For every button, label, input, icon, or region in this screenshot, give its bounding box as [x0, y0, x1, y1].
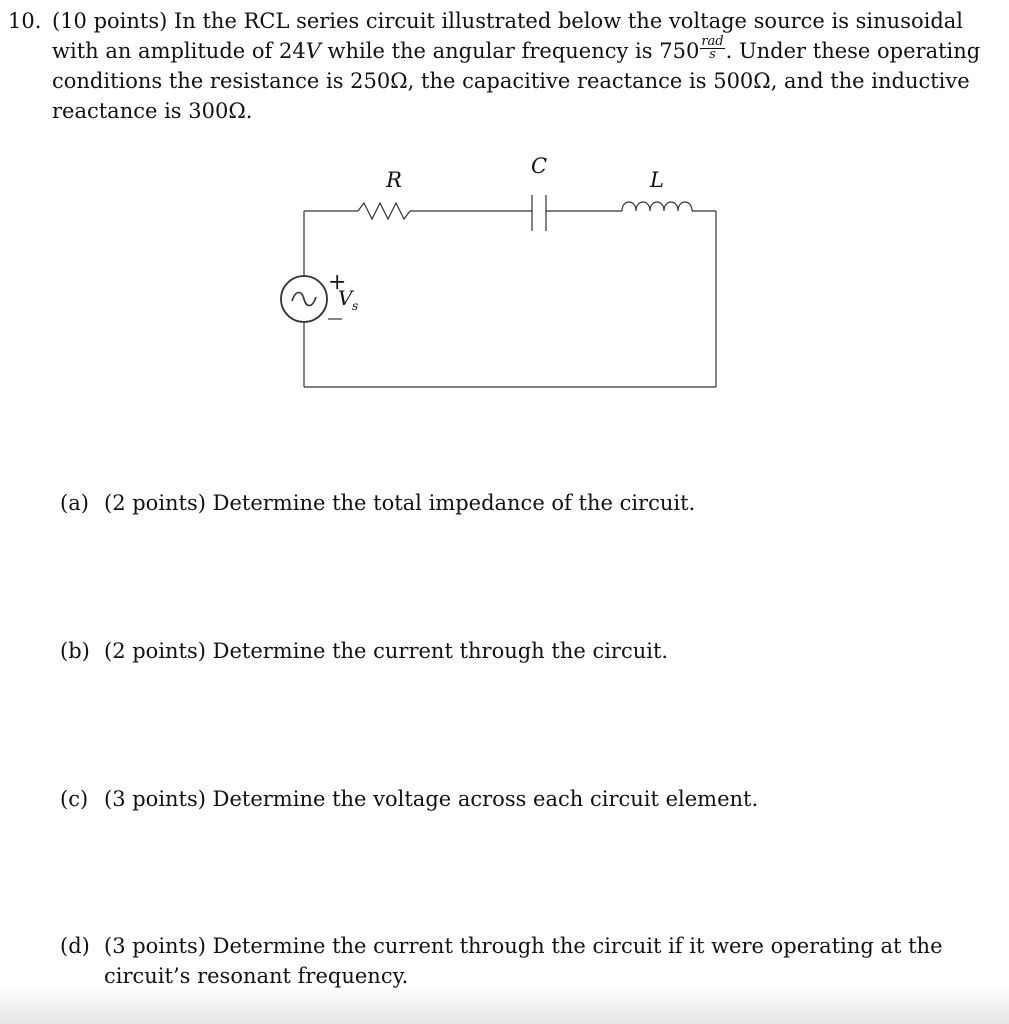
- fraction-denominator: s: [709, 47, 716, 62]
- problem-line-1: [8, 6, 998, 36]
- resistor-symbol: [358, 203, 410, 219]
- part-b-label: (b): [60, 639, 90, 663]
- problem-line-2: [8, 36, 998, 66]
- part-a-label: (a): [60, 491, 89, 515]
- part-a: [60, 488, 695, 518]
- part-a-text: (2 points) Determine the total impedance of the circuit.: [104, 491, 696, 515]
- plus-sign: +: [328, 270, 347, 295]
- source-label-subscript: s: [352, 299, 359, 313]
- page-bottom-shadow: [0, 988, 1009, 1024]
- part-c: [60, 784, 758, 814]
- problem-line-3: conditions the resistance is 250Ω, the capacitive reactance is 500Ω, and the inductive: [52, 69, 970, 93]
- part-d: [60, 931, 943, 991]
- part-d-text: (3 points) Determine the current through the circuit if it were operating at the: [104, 934, 943, 958]
- part-c-label: (c): [60, 787, 89, 811]
- inductor-label: L: [650, 168, 664, 192]
- part-b-text: (2 points) Determine the current through the circuit.: [104, 639, 669, 663]
- circuit-svg: [270, 145, 730, 395]
- part-c-text: (3 points) Determine the voltage across each circuit element.: [104, 787, 759, 811]
- problem-statement: [8, 6, 998, 126]
- problem-text-2b: while the angular frequency is 750: [320, 39, 700, 63]
- problem-text-1: (10 points) In the RCL series circuit illustrated below the voltage source is sinusoidal: [52, 9, 964, 33]
- source-label-v: V: [338, 286, 353, 310]
- capacitor-label: C: [530, 154, 548, 178]
- problem-number: 10.: [8, 9, 42, 33]
- ac-sine-wave: [292, 293, 316, 306]
- problem-text-2c: . Under these operating: [725, 39, 981, 63]
- voltage-unit: V: [305, 39, 321, 63]
- problem-text-2a: with an amplitude of 24: [52, 39, 306, 63]
- part-d-text-continued: circuit’s resonant frequency.: [104, 964, 409, 988]
- rad-per-s-fraction: [700, 36, 724, 61]
- inductor-symbol: [622, 202, 692, 211]
- fraction-numerator: rad: [701, 34, 724, 49]
- part-b: [60, 636, 668, 666]
- problem-line-4: reactance is 300Ω.: [52, 99, 253, 123]
- resistor-label: R: [386, 168, 402, 192]
- part-d-label: (d): [60, 934, 90, 958]
- rcl-circuit-diagram: [270, 145, 730, 395]
